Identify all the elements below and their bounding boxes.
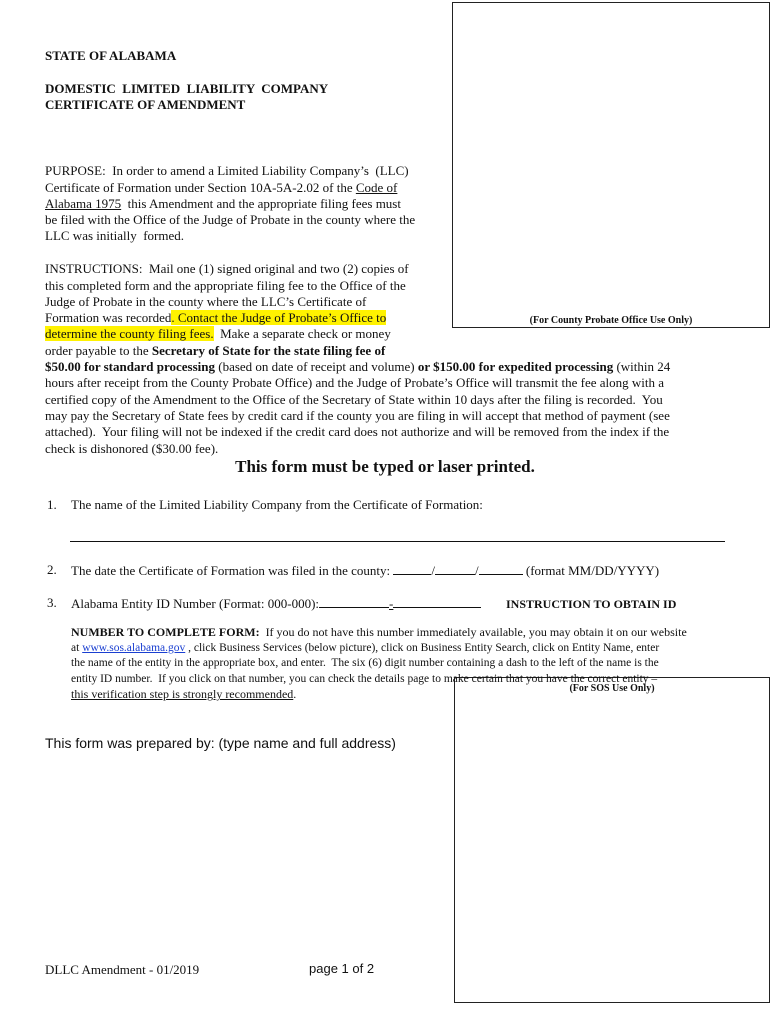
item-2-label: The date the Certificate of Formation was filed in the county: bbox=[71, 563, 394, 578]
item-1-number: 1. bbox=[47, 497, 57, 512]
instructions-text: Make a separate check or money bbox=[213, 326, 391, 342]
entity-id-prefix-field[interactable] bbox=[319, 595, 389, 608]
instructions-line: Judge of Probate in the county where the LLC’s Certificate of bbox=[45, 293, 367, 309]
item-2-number: 2. bbox=[47, 562, 57, 577]
purpose-text: this Amendment and the appropriate filing fees must bbox=[121, 195, 401, 211]
purpose-line bbox=[45, 196, 450, 212]
form-id-footer: DLLC Amendment - 01/2019 bbox=[45, 962, 200, 977]
fee-emphasis: Secretary of State for the state filing fee of bbox=[151, 342, 386, 358]
verification-note: this verification step is strongly recommended bbox=[71, 687, 294, 702]
date-separator: / bbox=[431, 563, 435, 578]
instructions-line bbox=[45, 359, 745, 375]
item-3-instructions bbox=[71, 610, 731, 702]
item-2-row bbox=[71, 562, 659, 579]
instructions-line: INSTRUCTIONS: Mail one (1) signed original and two (2) copies of bbox=[45, 261, 409, 277]
item-3-number: 3. bbox=[47, 595, 57, 610]
date-separator: / bbox=[475, 563, 479, 578]
item-3-text: If you do not have this number immediately available, you may obtain it on our website bbox=[259, 625, 687, 640]
sos-use-box bbox=[454, 677, 770, 1003]
page-number: page 1 of 2 bbox=[309, 961, 375, 976]
fee-emphasis: $50.00 for standard processing bbox=[45, 359, 215, 375]
sos-website-link[interactable]: www.sos.alabama.gov bbox=[82, 641, 186, 654]
item-3-instruction-heading: INSTRUCTION TO OBTAIN ID bbox=[506, 597, 677, 611]
instructions-text: order payable to the bbox=[45, 342, 152, 358]
instructions-line: this completed form and the appropriate filing fee to the Office of the bbox=[45, 277, 406, 293]
item-3-line: entity ID number. If you click on that number, you can check the details page to make certain that you have the correct entity – bbox=[71, 672, 658, 685]
purpose-paragraph bbox=[45, 147, 450, 245]
item-3-text: . bbox=[293, 687, 297, 702]
purpose-line bbox=[45, 180, 450, 196]
instructions-line: certified copy of the Amendment to the Office of the Secretary of State within 10 days after the filing is recorded. You bbox=[45, 391, 663, 407]
purpose-line: LLC was initially formed. bbox=[45, 228, 185, 244]
instructions-line: hours after receipt from the County Probate Office) and the Judge of Probate’s Office will transmit the fee along with a bbox=[45, 375, 664, 391]
item-1-label: The name of the Limited Liability Company from the Certificate of Formation: bbox=[71, 497, 483, 512]
filed-date-month-field[interactable] bbox=[393, 562, 431, 575]
form-title-line2: CERTIFICATE OF AMENDMENT bbox=[45, 97, 246, 112]
item-3-text: , click Business Services (below picture), click on Business Entity Search, click on Entity Name, enter bbox=[185, 641, 660, 654]
prepared-by-label: This form was prepared by: (type name and full address) bbox=[45, 735, 396, 751]
item-3-label: Alabama Entity ID Number (Format: 000-000): bbox=[71, 596, 320, 611]
instructions-line: may pay the Secretary of State fees by credit card if the county you are filing in will accept that method of payment (see bbox=[45, 407, 670, 423]
item-3-line bbox=[71, 641, 731, 656]
purpose-line: PURPOSE: In order to amend a Limited Liability Company’s (LLC) bbox=[45, 163, 409, 179]
highlighted-text: determine the county filing fees. bbox=[45, 326, 214, 342]
sos-box-label: (For SOS Use Only) bbox=[569, 683, 655, 694]
llc-name-field[interactable] bbox=[70, 528, 725, 542]
entity-id-suffix-field[interactable] bbox=[393, 595, 481, 608]
instructions-text: (based on date of receipt and volume) bbox=[214, 359, 418, 375]
typed-notice: This form must be typed or laser printed. bbox=[235, 457, 535, 476]
purpose-line: be filed with the Office of the Judge of Probate in the county where the bbox=[45, 212, 416, 228]
instructions-line: attached). Your filing will not be indexed if the credit card does not authorize and will be removed from the index if the bbox=[45, 424, 670, 440]
instructions-line bbox=[45, 343, 745, 359]
instructions-text: (within 24 bbox=[613, 359, 671, 375]
filed-date-day-field[interactable] bbox=[435, 562, 475, 575]
entity-id-dash: - bbox=[389, 596, 394, 611]
item-3-text: at bbox=[71, 641, 83, 654]
purpose-text: Certificate of Formation under Section 10A-5A-2.02 of the bbox=[45, 179, 356, 195]
code-of-alabama-link-cont[interactable]: Alabama 1975 bbox=[45, 195, 122, 211]
item-3-line bbox=[71, 687, 731, 702]
instructions-line bbox=[45, 310, 745, 326]
state-heading: STATE OF ALABAMA bbox=[45, 48, 177, 63]
highlighted-text: . Contact the Judge of Probate’s Office to bbox=[171, 310, 387, 326]
code-of-alabama-link[interactable]: Code of bbox=[355, 179, 398, 195]
instructions-paragraph bbox=[45, 245, 745, 457]
form-title-line1: DOMESTIC LIMITED LIABILITY COMPANY bbox=[45, 81, 329, 96]
item-3-line: the name of the entity in the appropriate box, and enter. The six (6) digit number containing a dash to the left of the name is the bbox=[71, 657, 659, 670]
instructions-line bbox=[45, 326, 745, 342]
item-3-line bbox=[71, 625, 731, 640]
fee-emphasis: or $150.00 for expedited processing bbox=[417, 359, 614, 375]
instructions-text: Formation was recorded bbox=[45, 310, 172, 326]
instructions-line: check is dishonored ($30.00 fee). bbox=[45, 440, 219, 456]
probate-box-label: (For County Probate Office Use Only) bbox=[529, 315, 693, 326]
date-format-hint: (format MM/DD/YYYY) bbox=[522, 563, 660, 578]
filed-date-year-field[interactable] bbox=[479, 562, 523, 575]
item-3-instruction-heading-cont: NUMBER TO COMPLETE FORM: bbox=[71, 625, 260, 640]
